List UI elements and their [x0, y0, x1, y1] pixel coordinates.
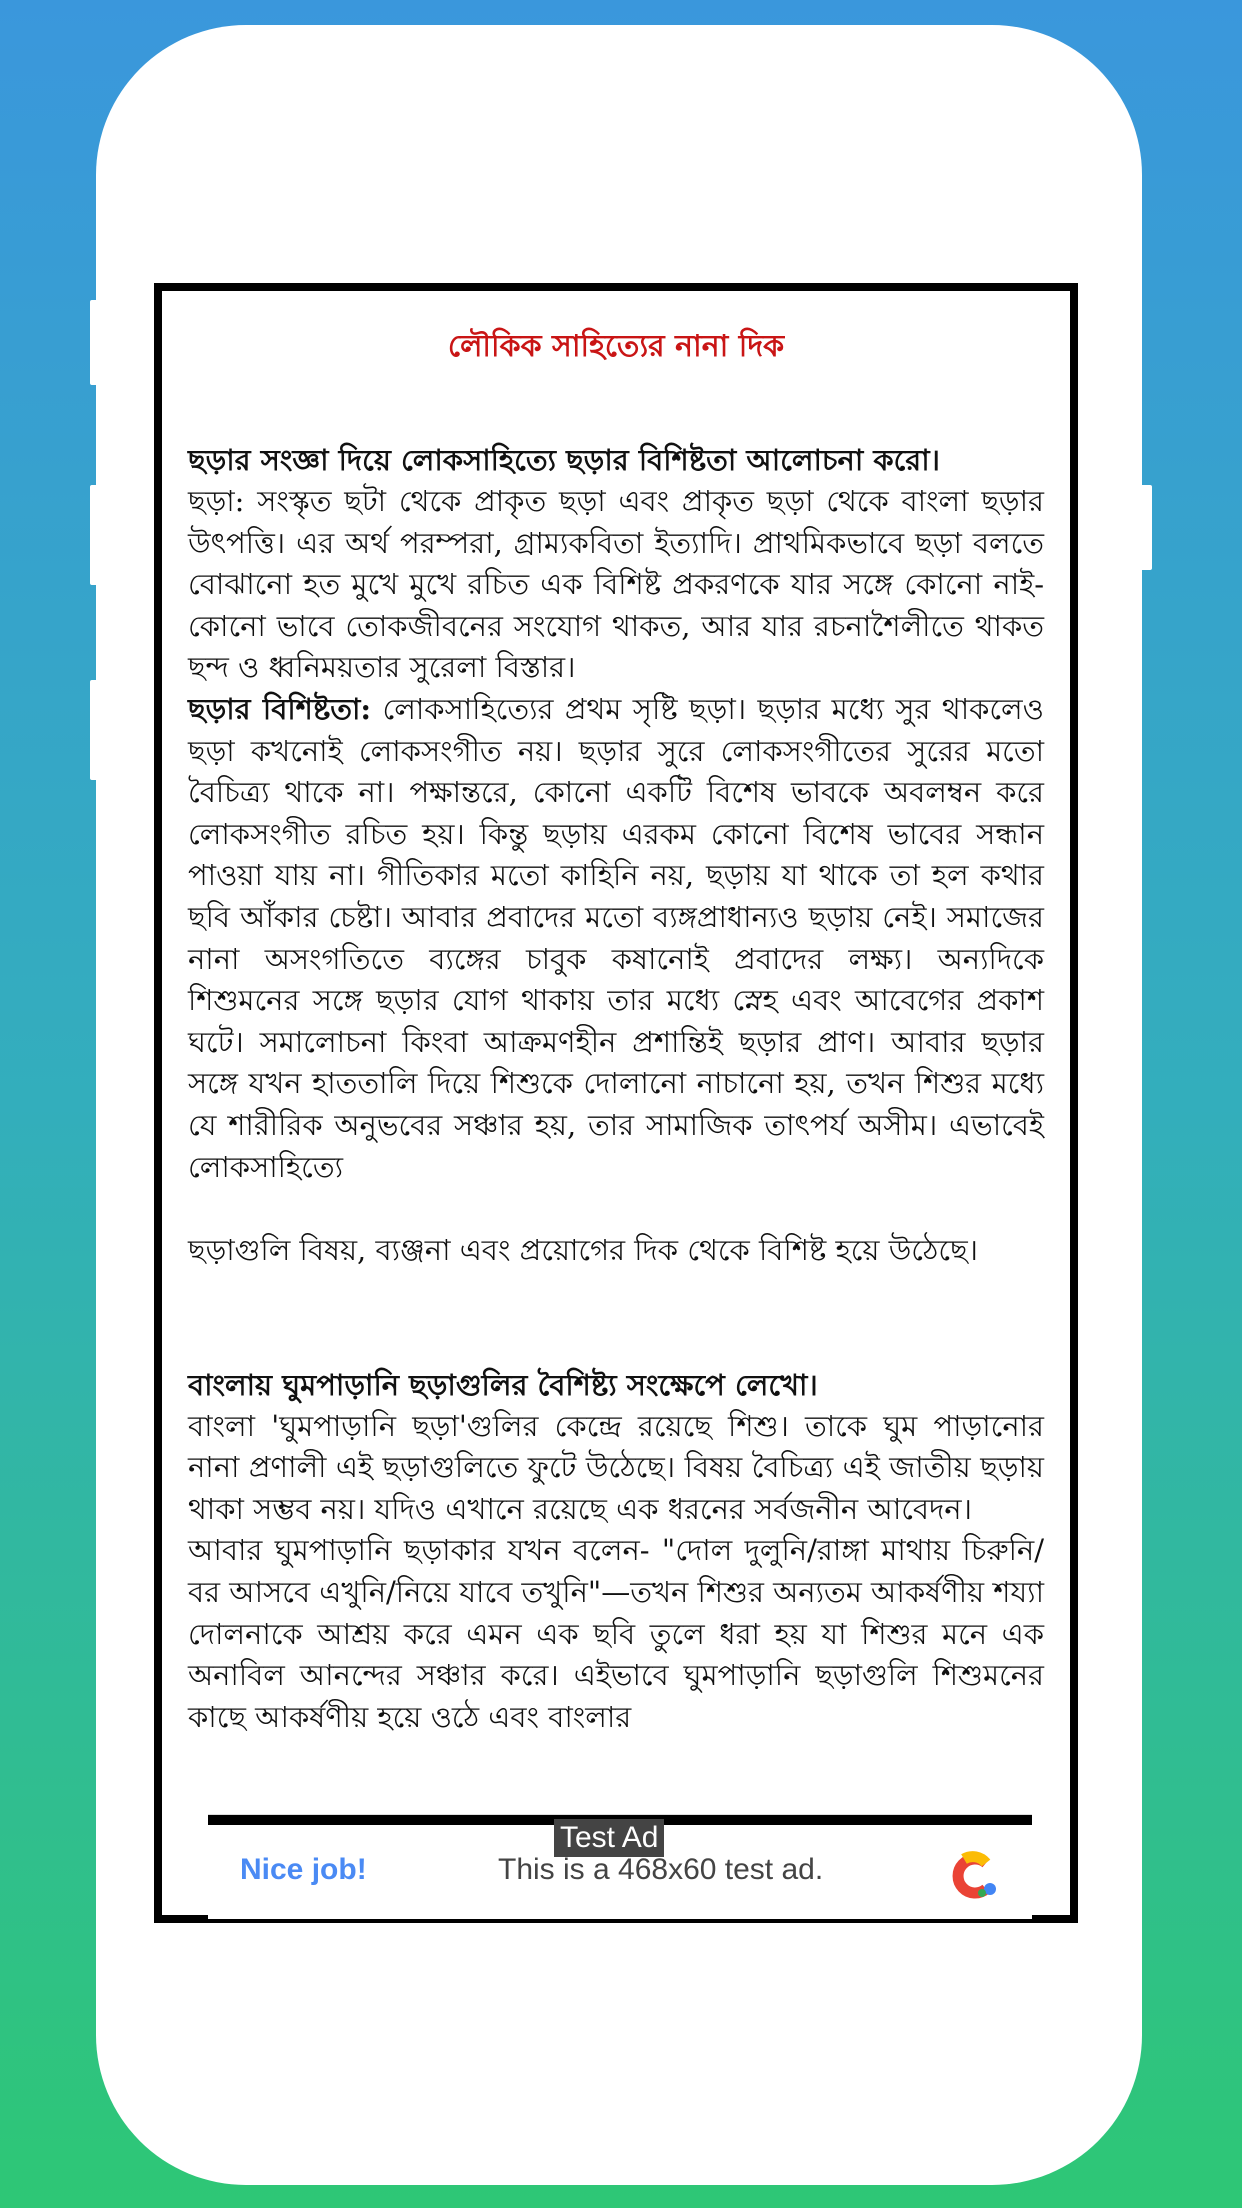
ad-title[interactable]: Nice job!: [240, 1853, 367, 1886]
paragraph-2-text: লোকসাহিত্যের প্রথম সৃষ্টি ছড়া। ছড়ার মধ্যে সুর থাকলেও ছড়া কখনোই লোকসংগীত নয়। ছড়ার সুরে লোকসংগীতের সুরের মতো বৈচিত্র্য থাকে না। পক্ষান্তরে, কোনো একটি বিশেষ ভাবকে অবলম্বন করে লোকসংগীত রচিত হয়। কিন্তু ছড়ায় এরকম কোনো বিশেষ ভাবের সন্ধান পাওয়া যায় না। গীতিকার মতো কাহিনি নয়, ছড়ায় যা থাকে তা হল কথার ছবি আঁকার চেষ্টা। আবার প্রবাদের মতো ব্যঙ্গপ্রাধান্যও ছড়ায় নেই। সমাজের নানা অসংগতিতে ব্যঙ্গের চাবুক কষানোই প্রবাদের লক্ষ্য। অন্যদিকে শিশুমনের সঙ্গে ছড়ার যোগ থাকায় তার মধ্যে স্নেহ এবং আবেগের প্রকাশ ঘটে। সমালোচনা কিংবা আক্রমণহীন প্রশান্তিই ছড়ার প্রাণ। আবার ছড়ার সঙ্গে যখন হাততালি দিয়ে শিশুকে দোলানো নাচানো হয়, তখন শিশুর মধ্যে যে শারীরিক অনুভবের সঞ্চার হয়, তার সামাজিক তাৎপর্য অসীম। এভাবেই লোকসাহিত্যে: [188, 691, 1045, 1184]
question-2-paragraph-1: বাংলা 'ঘুমপাড়ানি ছড়া'গুলির কেন্দ্রে রয়েছে শিশু। তাকে ঘুম পাড়ানোর নানা প্রণালী এই ছড়াগুলিতে ফুটে উঠেছে। বিষয় বৈচিত্র্য এই জাতীয় ছড়ায় থাকা সম্ভব নয়। যদিও এখানে রয়েছে এক ধরনের সর্বজনীন আবেদন।: [188, 1408, 1044, 1526]
ad-badge: Test Ad: [554, 1819, 664, 1857]
question-2-heading: বাংলায় ঘুমপাড়ানি ছড়াগুলির বৈশিষ্ট্য সংক্ষেপে লেখো।: [188, 1367, 818, 1402]
question-1-paragraph-1: ছড়া: সংস্কৃত ছটা থেকে প্রাকৃত ছড়া এবং প্রাকৃত ছড়া থেকে বাংলা ছড়ার উৎপত্তি। এর অর্থ পরম্পরা, গ্রাম্যকবিতা ইত্যাদি। প্রাথমিকভাবে ছড়া বলতে বোঝানো হত মুখে মুখে রচিত এক বিশিষ্ট প্রকরণকে যার সঙ্গে কোনো নাই- কোনো ভাবে তোকজীবনের সংযোগ থাকত, আর যার রচনাশৈলীতে থাকত ছন্দ ও ধ্বনিময়তার সুরেলা বিস্তার।: [188, 484, 1044, 685]
document-content: [162, 291, 1070, 1738]
test-ad-banner[interactable]: [208, 1815, 1032, 1919]
paragraph-2-label: ছড়ার বিশিষ্টতা:: [188, 691, 372, 726]
question-1-paragraph-2: [188, 689, 1044, 1188]
question-1-heading: ছড়ার সংজ্ঞা দিয়ে লোকসাহিত্যে ছড়ার বিশিষ্টতা আলোচনা করো।: [188, 443, 941, 477]
document-title: লৌকিক সাহিত্যের নানা দিক: [447, 329, 785, 364]
question-2-paragraph-2: আবার ঘুমপাড়ানি ছড়াকার যখন বলেন- "দোল দুলুনি/রাঙ্গা মাথায় চিরুনি/বর আসবে এখুনি/নিয়ে যাবে তখুনি"—তখন শিশুর অন্যতম আকর্ষণীয় শয্যা দোলনাকে আশ্রয় করে এমন এক ছবি তুলে ধরা হয় যা শিশুর মনে এক অনাবিল আনন্দের সঞ্চার করে। এইভাবে ঘুমপাড়ানি ছড়াগুলি শিশুমনের কাছে আকর্ষণীয় হয়ে ওঠে এবং বাংলার: [188, 1533, 1044, 1734]
google-ad-logo-icon[interactable]: [946, 1849, 1002, 1901]
question-1-paragraph-3: ছড়াগুলি বিষয়, ব্যঞ্জনা এবং প্রয়োগের দিক থেকে বিশিষ্ট হয়ে উঠেছে।: [188, 1233, 979, 1268]
ad-text[interactable]: This is a 468x60 test ad.: [498, 1853, 824, 1886]
document-reader[interactable]: [154, 283, 1078, 1923]
